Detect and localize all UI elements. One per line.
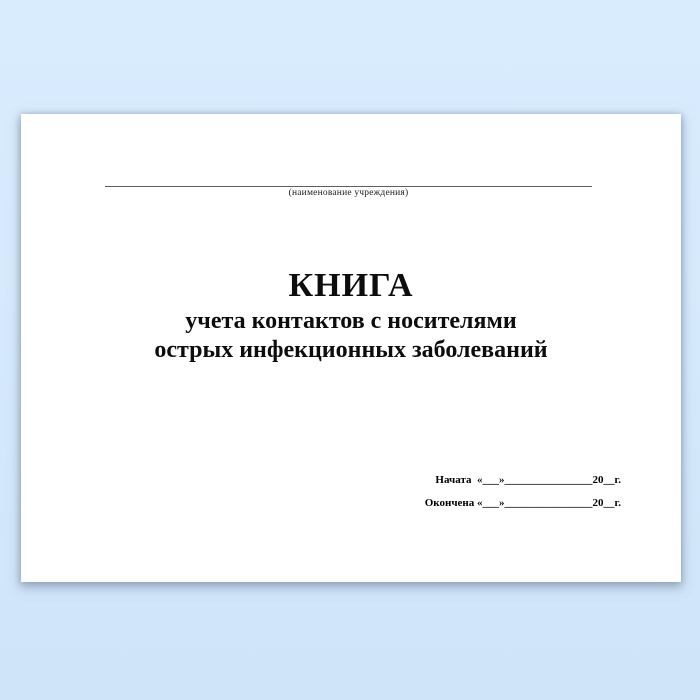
book-title: КНИГА (288, 267, 414, 304)
institution-name-block (105, 186, 592, 198)
book-subtitle (21, 307, 681, 365)
date-started-line: Начата «___»________________20__г. (435, 474, 621, 486)
book-subtitle-line-2: острых инфекционных заболеваний (154, 337, 548, 363)
date-finished-line: Окончена «___»________________20__г. (424, 497, 621, 509)
institution-name-blank-line (105, 186, 592, 187)
institution-name-caption: (наименование учреждения) (288, 188, 409, 198)
dates-block (425, 474, 621, 510)
title-block (21, 268, 681, 365)
book-cover-page (21, 114, 681, 582)
book-subtitle-line-1: учета контактов с носителями (185, 308, 517, 334)
